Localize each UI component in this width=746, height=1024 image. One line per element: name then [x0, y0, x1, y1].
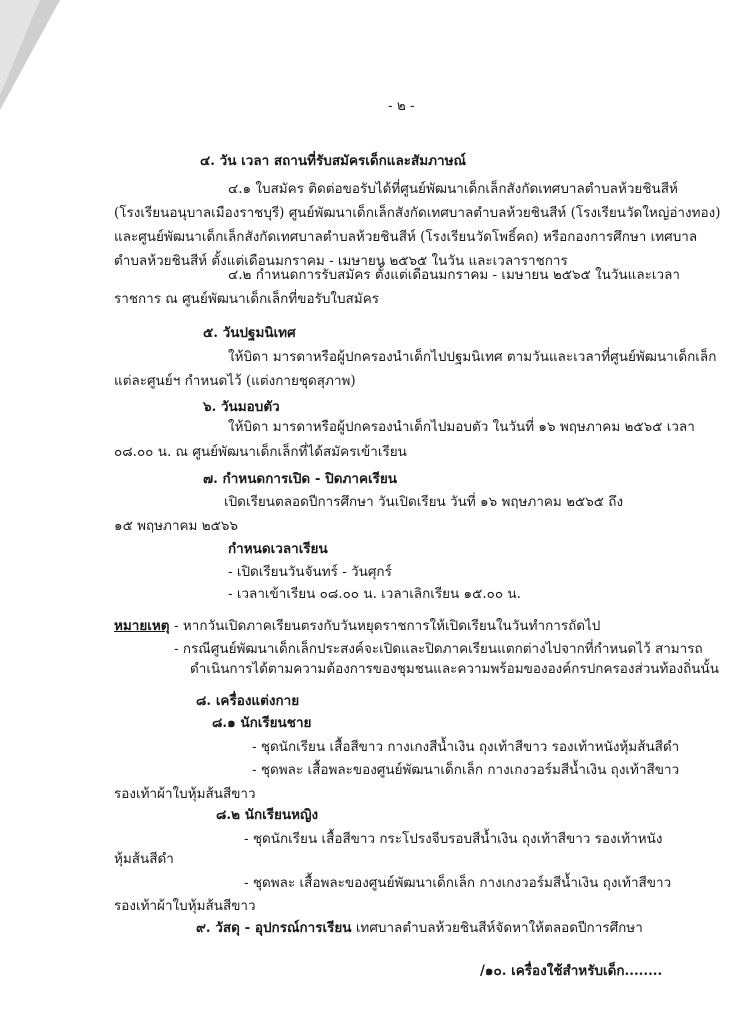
section-7-schedule-days: - เปิดเรียนวันจันทร์ - วันศุกร์: [228, 564, 392, 580]
section-8-1-item-2-continued: รองเท้าผ้าใบหุ้มส้นสีขาว: [114, 786, 256, 802]
section-7-heading: ๗. กำหนดการเปิด - ปิดภาคเรียน: [203, 471, 398, 487]
section-9-heading: ๙. วัสดุ - อุปกรณ์การเรียน: [196, 920, 352, 936]
page-number: - ๒ -: [388, 98, 415, 114]
section-5-line-2: แต่ละศูนย์ฯ กำหนดไว้ (แต่งกายชุดสุภาพ): [114, 373, 356, 389]
section-8-1-heading: ๘.๑ นักเรียนชาย: [212, 715, 312, 731]
section-4-1-line-1: ๔.๑ ใบสมัคร ติดต่อขอรับได้ที่ศูนย์พัฒนาเด็กเล็กสังกัดเทศบาลตำบลห้วยชินสีห์: [228, 181, 678, 197]
continuation-note: /๑๐. เครื่องใช้สำหรับเด็ก........: [480, 963, 663, 979]
section-8-2-item-2-continued: รองเท้าผ้าใบหุ้มส้นสีขาว: [114, 898, 256, 914]
section-5-line-1: ให้บิดา มารดาหรือผู้ปกครองนำเด็กไปปฐมนิเทศ ตามวันและเวลาที่ศูนย์พัฒนาเด็กเล็ก: [228, 349, 717, 365]
section-8-1-item-2: - ชุดพละ เสื้อพละของศูนย์พัฒนาเด็กเล็ก กางเกงวอร์มสีน้ำเงิน ถุงเท้าสีขาว: [252, 762, 680, 778]
section-8-2-item-2: - ชุดพละ เสื้อพละของศูนย์พัฒนาเด็กเล็ก กางเกงวอร์มสีน้ำเงิน ถุงเท้าสีขาว: [244, 875, 672, 891]
section-4-1-line-2: (โรงเรียนอนุบาลเมืองราชบุรี) ศูนย์พัฒนาเด็กเล็กสังกัดเทศบาลตำบลห้วยชินสีห์ (โรงเรียนวัดใหญ่อ่างทอง): [114, 205, 721, 221]
section-4-1-line-3: และศูนย์พัฒนาเด็กเล็กสังกัดเทศบาลตำบลห้วยชินสีห์ (โรงเรียนวัดโพธิ์คถ) หรือกองการศึกษา เทศบาล: [114, 229, 698, 245]
section-4-1-line-4: ตำบลห้วยชินสีห์ ตั้งแต่เดือนมกราคม - เมษายน ๒๕๖๕ ในวัน และเวลาราชการ: [114, 253, 568, 269]
section-6-line-1: ให้บิดา มารดาหรือผู้ปกครองนำเด็กไปมอบตัว ในวันที่ ๑๖ พฤษภาคม ๒๕๖๕ เวลา: [228, 419, 695, 435]
note-item-1: - หากวันเปิดภาคเรียนตรงกับวันหยุดราชการให้เปิดเรียนในวันทำการถัดไป: [174, 618, 601, 634]
section-6-heading: ๖. วันมอบตัว: [203, 399, 280, 415]
section-9-text: เทศบาลตำบลห้วยชินสีห์จัดหาให้ตลอดปีการศึกษา: [355, 920, 643, 936]
section-8-2-item-1: - ชุดนักเรียน เสื้อสีขาว กระโปรงจีบรอบสีน้ำเงิน ถุงเท้าสีขาว รองเท้าหนัง: [244, 831, 663, 847]
section-6-line-2: ๐๘.๐๐ น. ณ ศูนย์พัฒนาเด็กเล็กที่ได้สมัครเข้าเรียน: [114, 444, 407, 460]
section-8-heading: ๘. เครื่องแต่งกาย: [196, 693, 300, 709]
folded-page-corner-highlight: [0, 0, 40, 95]
section-9-line: [196, 919, 643, 937]
section-7-line-1: เปิดเรียนตลอดปีการศึกษา วันเปิดเรียน วันที่ ๑๖ พฤษภาคม ๒๕๖๕ ถึง: [224, 494, 624, 510]
section-8-2-heading: ๘.๒ นักเรียนหญิง: [216, 807, 319, 823]
section-4-2-line-1: ๔.๒ กำหนดการรับสมัคร ตั้งแต่เดือนมกราคม - เมษายน ๒๕๖๕ ในวันและเวลา: [228, 267, 680, 283]
section-7-schedule-heading: กำหนดเวลาเรียน: [228, 541, 328, 557]
section-8-1-item-1: - ชุดนักเรียน เสื้อสีขาว กางเกงสีน้ำเงิน ถุงเท้าสีขาว รองเท้าหนังหุ้มส้นสีดำ: [252, 739, 680, 755]
section-5-heading: ๕. วันปฐมนิเทศ: [203, 325, 296, 341]
section-7-line-2: ๑๕ พฤษภาคม ๒๕๖๖: [114, 518, 239, 534]
section-4-heading: ๔. วัน เวลา สถานที่รับสมัครเด็กและสัมภาษณ์: [200, 153, 467, 169]
note-item-2: - กรณีศูนย์พัฒนาเด็กเล็กประสงค์จะเปิดและปิดภาคเรียนแตกต่างไปจากที่กำหนดไว้ สามารถ: [174, 641, 703, 657]
note-label: หมายเหตุ: [114, 618, 170, 634]
note-item-2-continued: ดำเนินการได้ตามความต้องการของชุมชนและความพร้อมขององค์กรปกครองส่วนท้องถิ่นนั้น: [190, 661, 719, 677]
section-7-schedule-hours: - เวลาเข้าเรียน ๐๘.๐๐ น. เวลาเลิกเรียน ๑๕.๐๐ น.: [228, 586, 521, 602]
section-8-2-item-1-continued: หุ้มส้นสีดำ: [114, 851, 174, 867]
section-4-2-line-2: ราชการ ณ ศูนย์พัฒนาเด็กเล็กที่ขอรับใบสมัคร: [114, 291, 379, 307]
